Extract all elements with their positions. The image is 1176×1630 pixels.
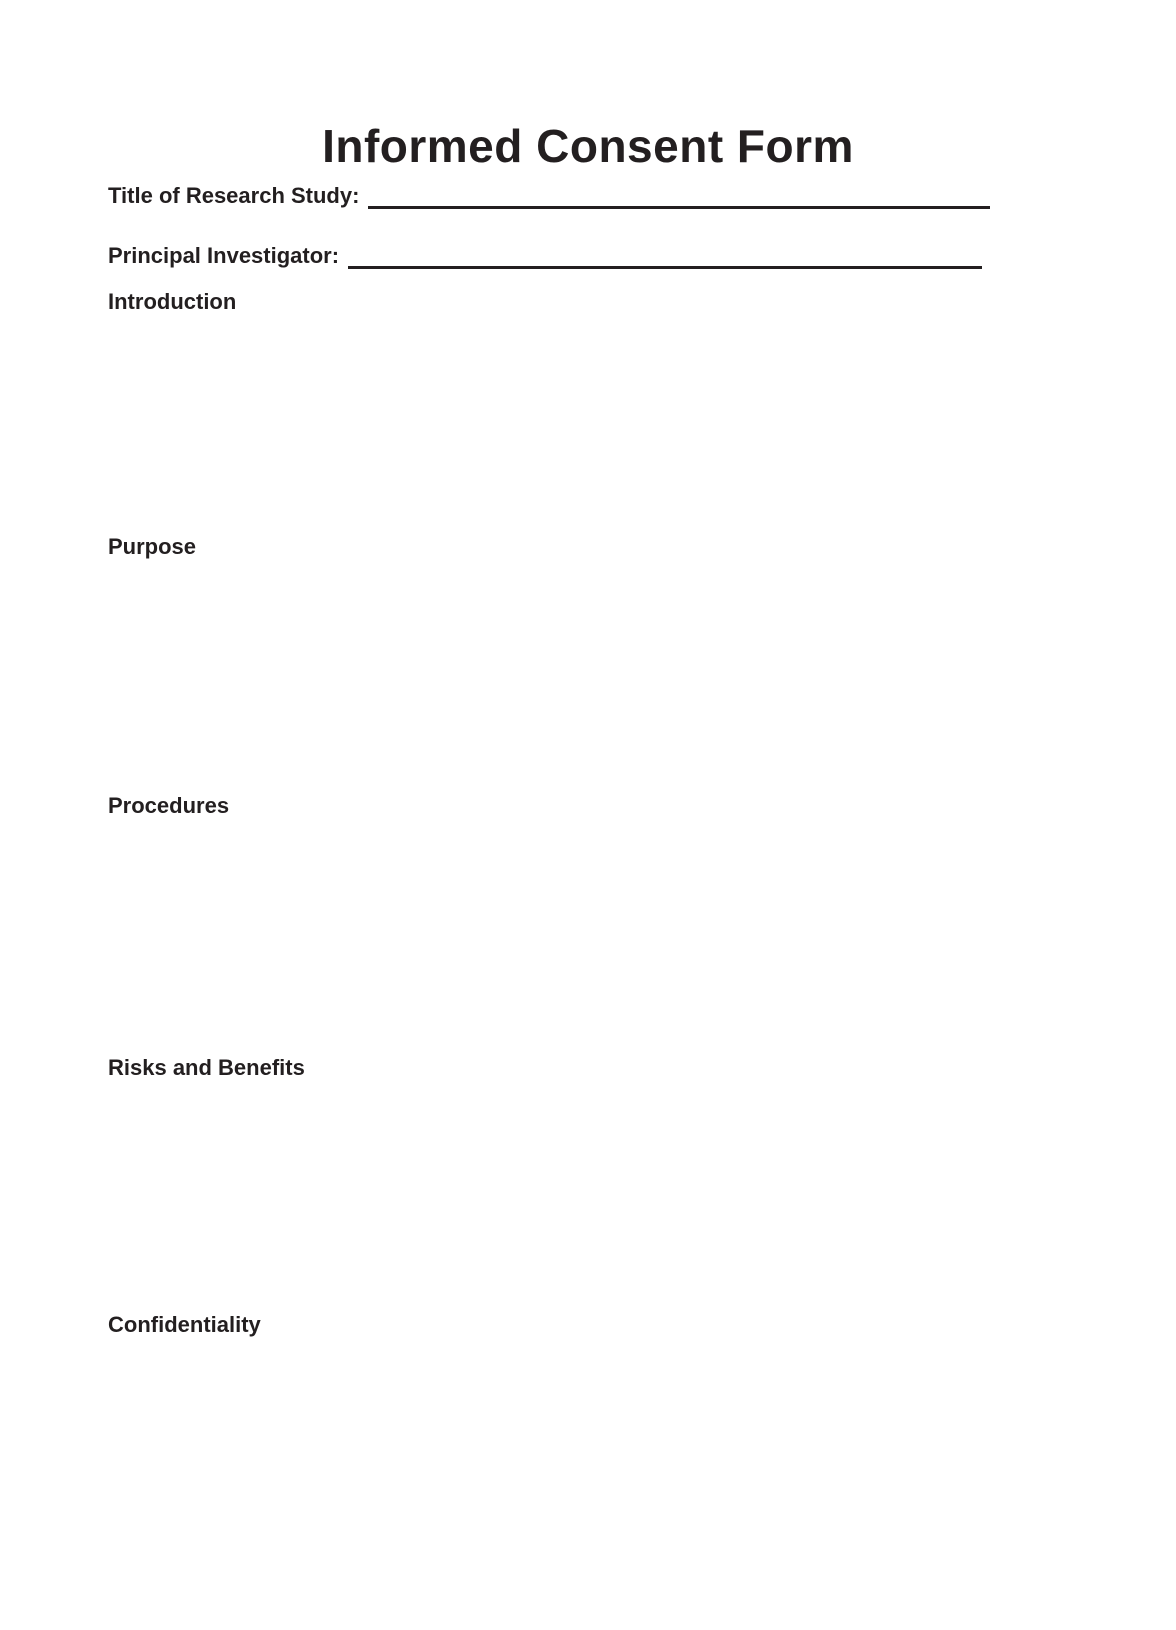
document-title: Informed Consent Form (322, 119, 854, 172)
principal-investigator-label: Principal Investigator: (108, 243, 340, 268)
section-heading-risks-and-benefits: Risks and Benefits (108, 1055, 305, 1080)
principal-investigator-field (108, 241, 982, 271)
section-heading-purpose: Purpose (108, 534, 197, 559)
research-study-title-field (108, 181, 990, 211)
section-heading-procedures: Procedures (108, 793, 230, 818)
section-heading-introduction: Introduction (108, 289, 237, 314)
section-heading-confidentiality: Confidentiality (108, 1312, 261, 1337)
principal-investigator-blank-line (348, 241, 982, 269)
research-study-title-blank-line (368, 181, 990, 209)
research-study-title-label: Title of Research Study: (108, 183, 360, 208)
